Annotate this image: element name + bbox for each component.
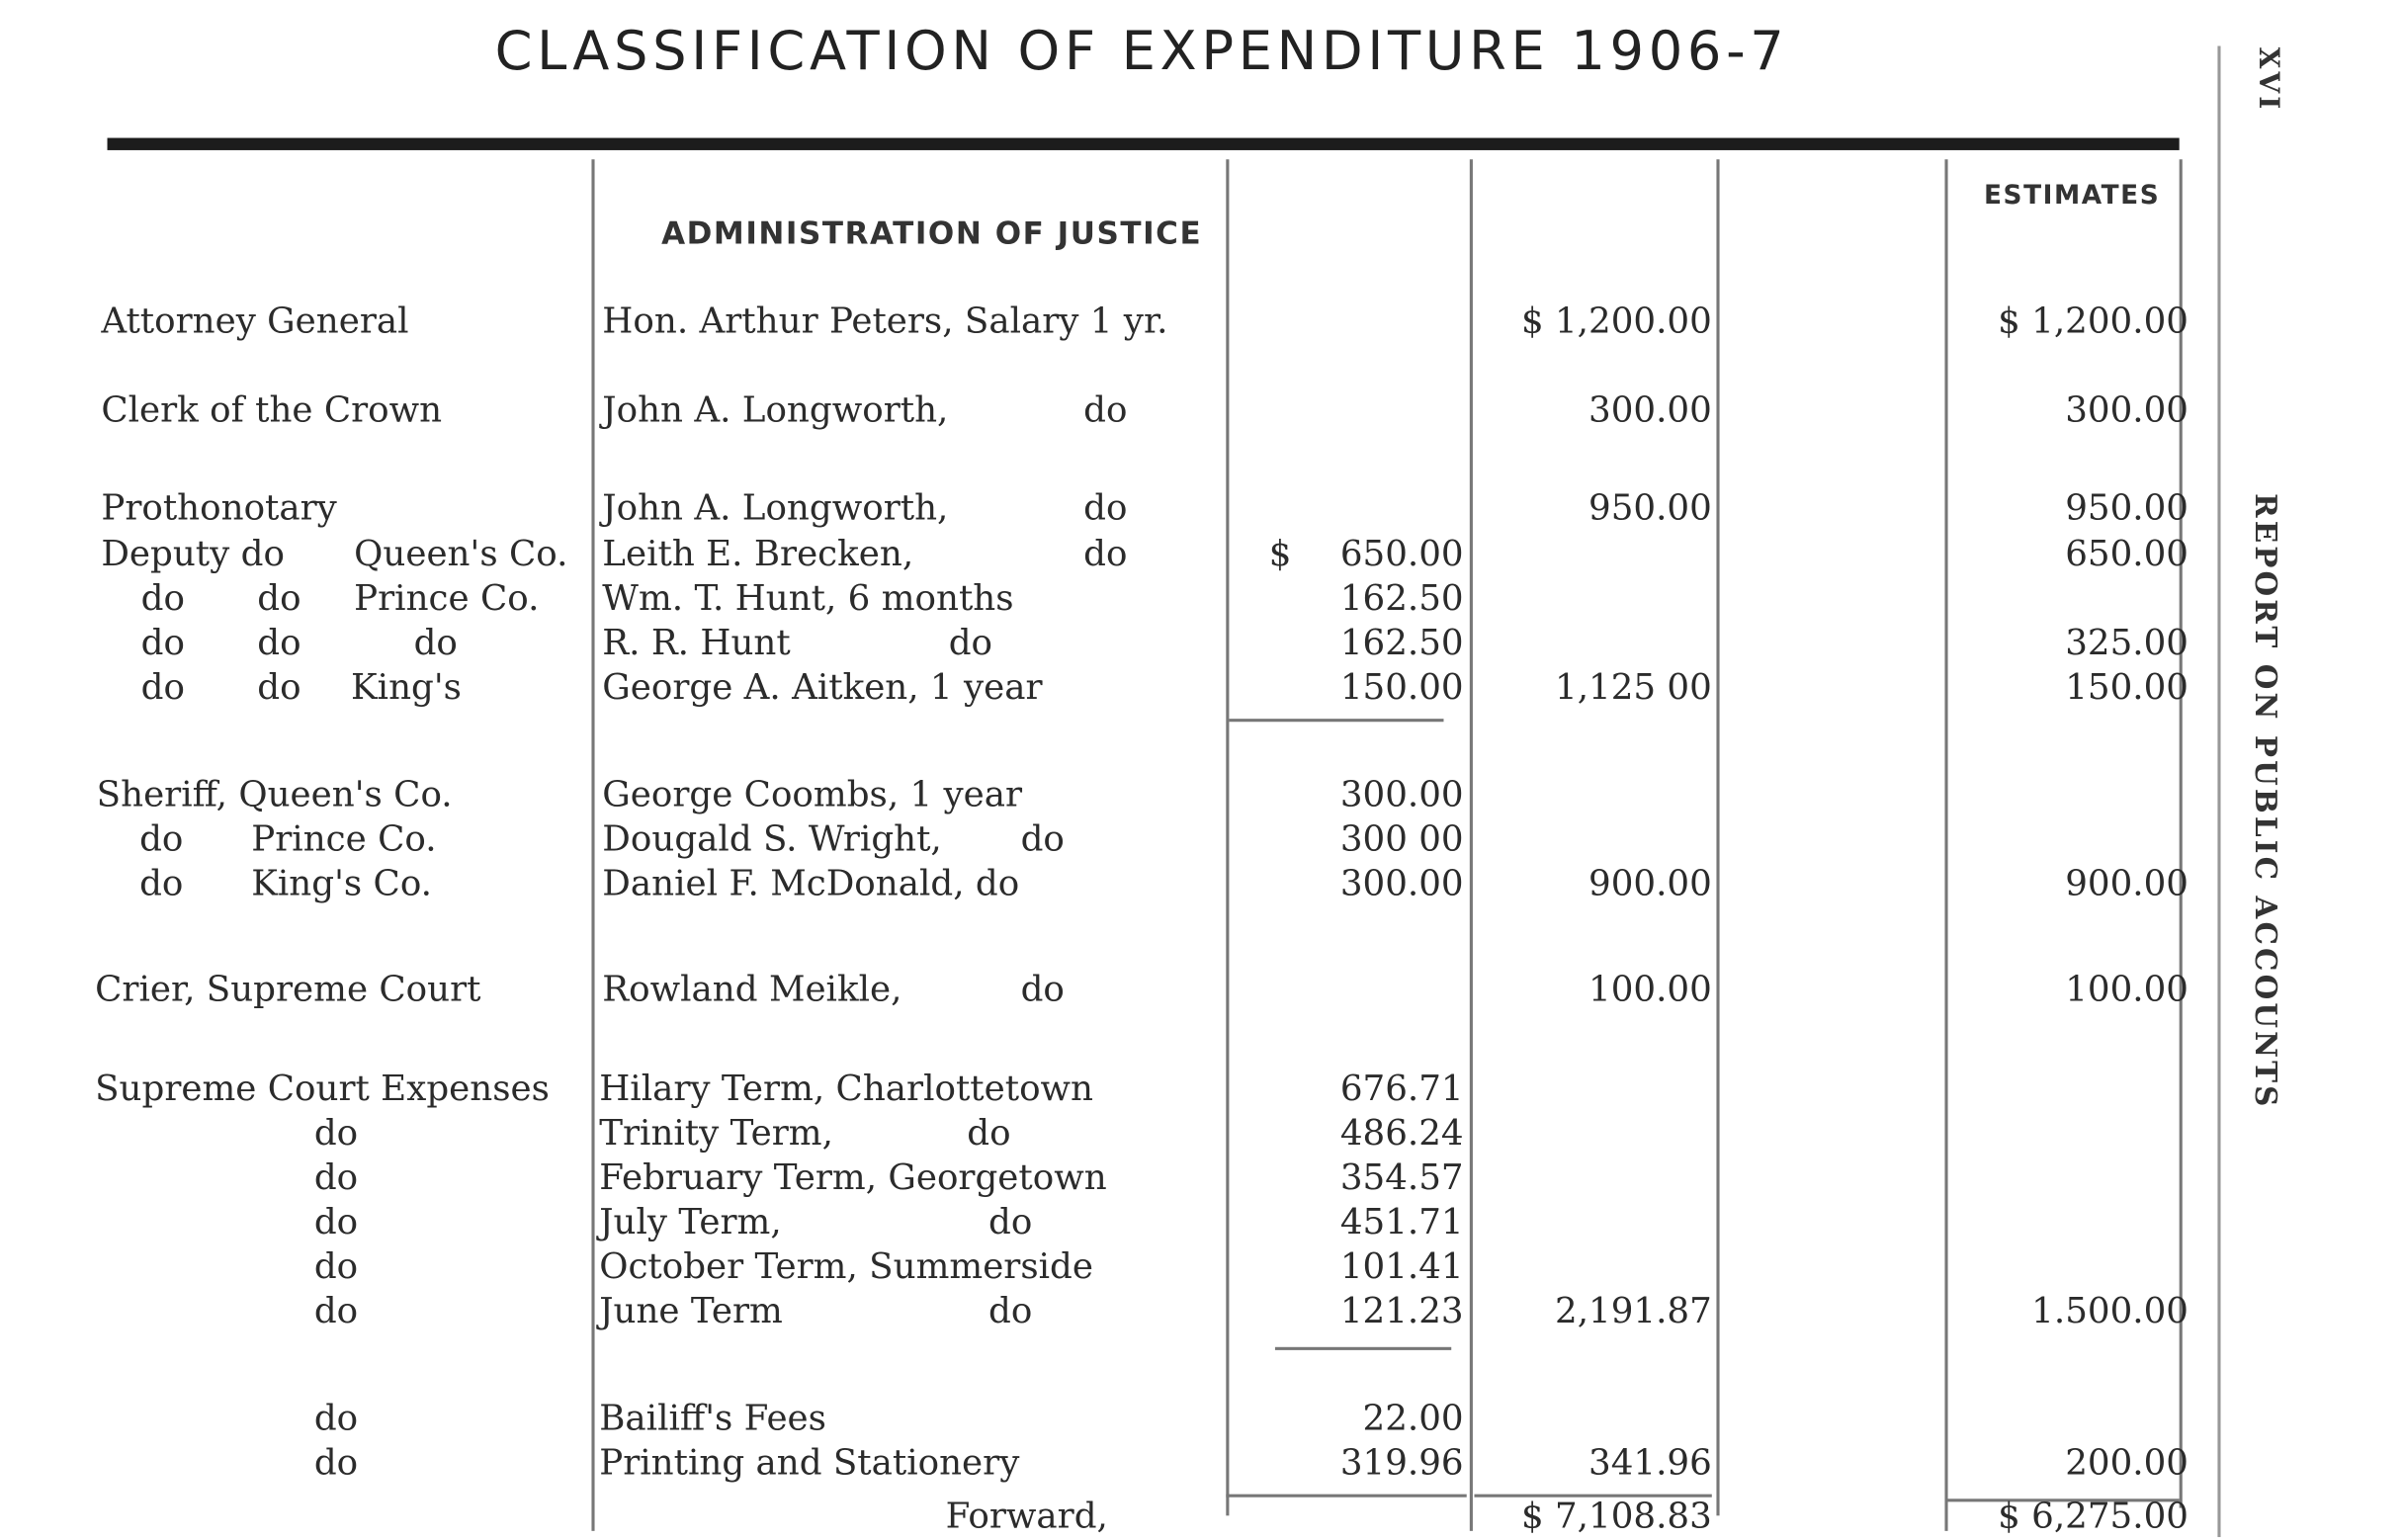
- name-cell: Dougald S. Wright,: [602, 819, 942, 860]
- name-cell: Printing and Stationery: [599, 1443, 1020, 1484]
- page-number: XVI: [2252, 46, 2284, 113]
- subtotal-cell: 300.00: [1339, 775, 1464, 815]
- table-row: [0, 816, 2207, 863]
- name-cell: Trinity Term,: [599, 1114, 833, 1155]
- office-cell: Clerk of the Crown: [101, 390, 443, 431]
- estimate-cell: 325.00: [2065, 624, 2188, 664]
- total-cell: 950.00: [1588, 488, 1712, 529]
- office-county-cell: do: [413, 624, 458, 664]
- table-row: [0, 387, 2207, 434]
- estimate-cell: $ 1,200.00: [1998, 301, 2188, 342]
- ditto-mark: do: [967, 1114, 1011, 1155]
- side-title: REPORT ON PUBLIC ACCOUNTS: [2248, 493, 2282, 1110]
- forward-estimate: $ 6,275.00: [1998, 1497, 2188, 1538]
- subtotal-cell: 319.96: [1339, 1443, 1464, 1484]
- estimate-cell: 650.00: [2065, 535, 2188, 575]
- ditto-mark: do: [1083, 390, 1128, 431]
- total-cell: 341.96: [1588, 1443, 1712, 1484]
- name-cell: George Coombs, 1 year: [602, 775, 1023, 815]
- office-cell: Attorney General: [101, 301, 409, 342]
- subtotal-cell: 300 00: [1339, 819, 1464, 860]
- estimate-cell: 150.00: [2065, 667, 2188, 709]
- table-row: [0, 1200, 2207, 1246]
- ditto-mark: do: [1083, 488, 1128, 529]
- subtotal-cell: 22.00: [1362, 1399, 1464, 1439]
- estimate-cell: 300.00: [2065, 390, 2188, 431]
- subtotal-dollar-sign: $: [1268, 535, 1292, 575]
- subtotal-cell: 121.23: [1339, 1291, 1464, 1332]
- total-cell: 900.00: [1588, 864, 1712, 904]
- subtotal-cell: 451.71: [1339, 1203, 1464, 1243]
- estimate-cell: 100.00: [2065, 970, 2188, 1010]
- subtotal-cell: 650.00: [1339, 535, 1464, 575]
- table-row: [0, 1396, 2207, 1442]
- name-cell: Daniel F. McDonald, do: [602, 864, 1020, 904]
- page-title: CLASSIFICATION OF EXPENDITURE 1906-7: [494, 21, 1789, 83]
- total-cell: $ 1,200.00: [1520, 301, 1712, 342]
- name-cell: John A. Longworth,: [602, 390, 949, 431]
- name-cell: Hon. Arthur Peters, Salary 1 yr.: [602, 301, 1168, 342]
- name-cell: Bailiff's Fees: [599, 1399, 826, 1439]
- office-cell: do: [139, 819, 184, 860]
- name-cell: Rowland Meikle,: [602, 970, 902, 1010]
- subtotal-cell: 162.50: [1339, 624, 1464, 664]
- table-row: [0, 1155, 2207, 1202]
- page-edge-rule: [2217, 46, 2219, 1538]
- ditto-mark: do: [988, 1291, 1033, 1332]
- table-row: [0, 1289, 2207, 1335]
- subtotal-cell: 162.50: [1339, 579, 1464, 620]
- name-cell: R. R. Hunt: [602, 624, 791, 664]
- estimates-heading: ESTIMATES: [1983, 180, 2161, 212]
- total-cell: 100.00: [1588, 970, 1712, 1010]
- office-cell: do: [313, 1158, 359, 1199]
- total-cell: 300.00: [1588, 390, 1712, 431]
- office-county-cell: Prince Co.: [251, 819, 437, 860]
- ditto-mark: do: [1083, 535, 1128, 575]
- name-cell: June Term: [599, 1291, 783, 1332]
- estimate-cell: 900.00: [2065, 864, 2188, 904]
- name-cell: Leith E. Brecken,: [602, 535, 914, 575]
- ditto-mark: do: [1020, 970, 1065, 1010]
- sum-rule-deputies: [1229, 719, 1443, 721]
- forward-label: Forward,: [945, 1497, 1108, 1538]
- table-row: [0, 299, 2207, 345]
- office-cell: Sheriff, Queen's Co.: [96, 775, 453, 815]
- office-cell: do do: [140, 667, 301, 709]
- office-cell: do: [313, 1203, 359, 1243]
- office-cell: Crier, Supreme Court: [95, 970, 481, 1010]
- subtotal-cell: 676.71: [1339, 1069, 1464, 1110]
- table-row: [0, 665, 2207, 712]
- title-rule: [108, 138, 2180, 150]
- office-cell: do: [313, 1399, 359, 1439]
- table-row: [0, 576, 2207, 623]
- estimate-cell: 200.00: [2065, 1443, 2188, 1484]
- sum-rule-supreme-court: [1275, 1347, 1451, 1349]
- estimate-cell: 950.00: [2065, 488, 2188, 529]
- name-cell: George A. Aitken, 1 year: [602, 667, 1043, 709]
- office-county-cell: King's: [351, 667, 462, 709]
- office-cell: Prothonotary: [101, 488, 337, 529]
- table-row: [0, 1067, 2207, 1113]
- name-cell: Hilary Term, Charlottetown: [599, 1069, 1094, 1110]
- office-cell: do: [313, 1443, 359, 1484]
- ditto-mark: do: [1020, 819, 1065, 860]
- table-row: [0, 532, 2207, 578]
- table-row: [0, 1111, 2207, 1157]
- subtotal-cell: 150.00: [1339, 667, 1464, 709]
- total-cell: 2,191.87: [1555, 1291, 1712, 1332]
- section-heading: ADMINISTRATION OF JUSTICE: [661, 214, 1203, 252]
- name-cell: John A. Longworth,: [602, 488, 949, 529]
- office-cell: Supreme Court Expenses: [95, 1069, 550, 1110]
- office-county-cell: Prince Co.: [354, 579, 540, 620]
- name-cell: October Term, Summerside: [599, 1247, 1093, 1288]
- name-cell: July Term,: [599, 1203, 782, 1243]
- table-row: [0, 861, 2207, 907]
- office-cell: Deputy do: [101, 535, 285, 575]
- ditto-mark: do: [988, 1203, 1033, 1243]
- subtotal-cell: 486.24: [1339, 1114, 1464, 1155]
- office-cell: do: [139, 864, 184, 904]
- total-cell: 1,125 00: [1555, 667, 1712, 709]
- subtotal-cell: 300.00: [1339, 864, 1464, 904]
- ditto-mark: do: [948, 624, 993, 664]
- subtotal-cell: 354.57: [1339, 1158, 1464, 1199]
- subtotal-cell: 101.41: [1339, 1247, 1464, 1288]
- office-cell: do: [313, 1114, 359, 1155]
- table-row: [0, 1244, 2207, 1291]
- office-cell: do do: [140, 624, 301, 664]
- office-cell: do: [313, 1291, 359, 1332]
- office-county-cell: Queen's Co.: [354, 535, 568, 575]
- estimate-cell: 1.500.00: [2031, 1291, 2188, 1332]
- table-row: [0, 772, 2207, 818]
- name-cell: February Term, Georgetown: [599, 1158, 1107, 1199]
- table-row: [0, 1440, 2207, 1487]
- table-row: [0, 967, 2207, 1013]
- name-cell: Wm. T. Hunt, 6 months: [602, 579, 1014, 620]
- office-cell: do do: [140, 579, 301, 620]
- office-county-cell: King's Co.: [251, 864, 433, 904]
- forward-row: [0, 1495, 2207, 1540]
- table-row: [0, 485, 2207, 532]
- forward-total: $ 7,108.83: [1520, 1497, 1712, 1538]
- table-row: [0, 621, 2207, 667]
- office-cell: do: [313, 1247, 359, 1288]
